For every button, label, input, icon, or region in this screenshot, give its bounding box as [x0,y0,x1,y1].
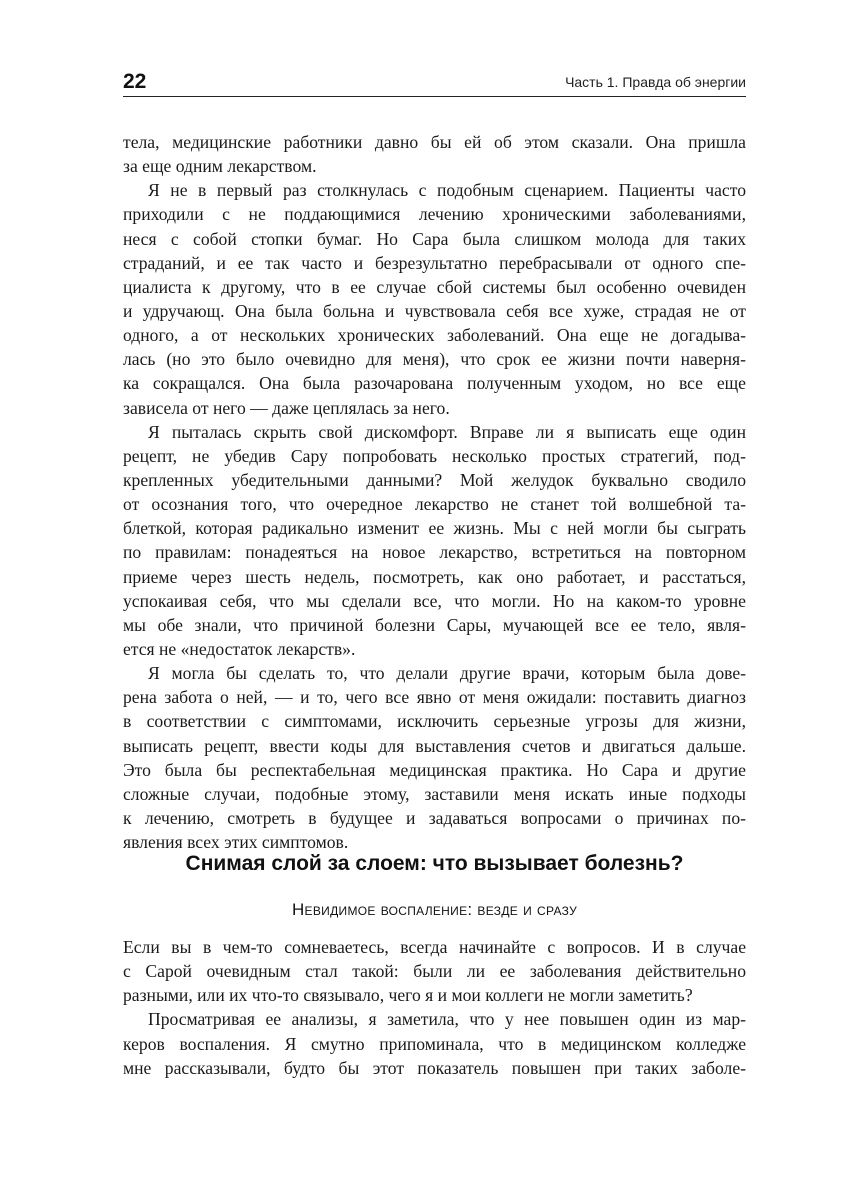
text-line: керов воспаления. Я смутно припоминала, что в медицинском колледже [123,1033,746,1054]
paragraph [123,420,746,661]
text-line: ка сокращался. Она была разочарована полученным уходом, но все еще [123,373,746,394]
text-line: блеткой, которая радикально изменит ее жизнь. Мы с ней могли бы сыграть [123,518,746,539]
body-text-top [123,130,746,854]
text-line: мне рассказывали, будто бы этот показатель повышен при таких заболе- [123,1057,746,1078]
text-line: Просматривая ее анализы, я заметила, что у нее повышен один из мар- [148,1009,746,1030]
text-line: неся с собой стопки бумаг. Но Сара была слишком молода для таких [123,228,746,249]
text-line: Я могла бы сделать то, что делали другие врачи, которым была дове- [148,663,746,684]
text-line: разными, или их что-то связывало, чего я и мои коллеги не могли заметить? [123,985,693,1006]
text-line: в соответствии с симптомами, исключить серьезные угрозы для жизни, [123,711,746,732]
text-line: с Сарой очевидным стал такой: были ли ее заболевания действительно [123,961,746,982]
text-line: и удручающ. Она была больна и чувствовала себя все хуже, страдая не от [123,300,746,321]
body-text-bottom [123,935,746,1080]
paragraph [123,661,746,854]
text-line: от осознания того, что очередное лекарство не станет той волшебной та- [123,494,746,515]
text-line: мы обе знали, что причиной болезни Сары, мучающей все ее тело, явля- [123,614,746,635]
text-line: к лечению, смотреть в будущее и задаваться вопросами о причинах по- [123,807,746,828]
page-number: 22 [123,70,147,93]
text-line: рена забота о ней, — и то, чего все явно от меня ожидали: поставить диагноз [123,687,746,708]
text-line: крепленных убедительными данными? Мой желудок буквально сводило [123,469,746,490]
text-line: страданий, и ее так часто и безрезультатно перебрасывали от одного спе- [123,252,746,273]
text-line: выписать рецепт, ввести коды для выставления счетов и двигаться дальше. [123,735,746,756]
text-line: тела, медицинские работники давно бы ей об этом сказали. Она пришла [123,132,746,152]
text-line: Я не в первый раз столкнулась с подобным сценарием. Пациенты часто [148,180,746,201]
paragraph [123,130,746,178]
text-line: Я пыталась скрыть свой дискомфорт. Вправе ли я выписать еще один [148,421,746,442]
text-line: циалиста к другому, что в ее случае сбой системы был особенно очевиден [123,276,746,297]
text-line: за еще одним лекарством. [123,156,317,177]
running-head: Часть 1. Правда об энергии [565,74,746,90]
subsection-heading: Невидимое воспаление: везде и сразу [291,900,577,919]
text-line: приеме через шесть недель, посмотреть, как оно работает, и расстаться, [123,566,746,587]
text-line: приходили с не поддающимися лечению хроническими заболеваниями, [123,204,746,225]
text-line: явления всех этих симптомов. [123,832,349,853]
page-header [123,68,746,97]
text-line: сложные случаи, подобные этому, заставили меня искать иные подходы [123,783,746,804]
text-line: Это была бы респектабельная медицинская практика. Но Сара и другие [123,759,746,780]
text-line: одного, а от нескольких хронических заболеваний. Она еще не догадыва- [123,325,746,346]
text-line: лась (но это было очевидно для меня), что срок ее жизни почти наверня- [123,349,746,370]
paragraph [123,1007,746,1079]
text-line: рецепт, не убедив Сару попробовать несколько простых стратегий, под- [123,445,746,466]
paragraph [123,178,746,419]
text-line: успокаивая себя, что мы сделали все, что могли. Но на каком-то уровне [123,590,746,611]
text-line: ется не «недостаток лекарств». [123,638,356,659]
text-line: по правилам: понадеяться на новое лекарство, встретиться на повторном [123,542,746,563]
paragraph [123,935,746,1007]
text-line: Если вы в чем-то сомневаетесь, всегда начинайте с вопросов. И в случае [123,937,746,957]
text-line: зависела от него — даже цеплялась за него. [123,397,450,418]
section-heading: Снимая слой за слоем: что вызывает болезнь? [185,852,684,875]
